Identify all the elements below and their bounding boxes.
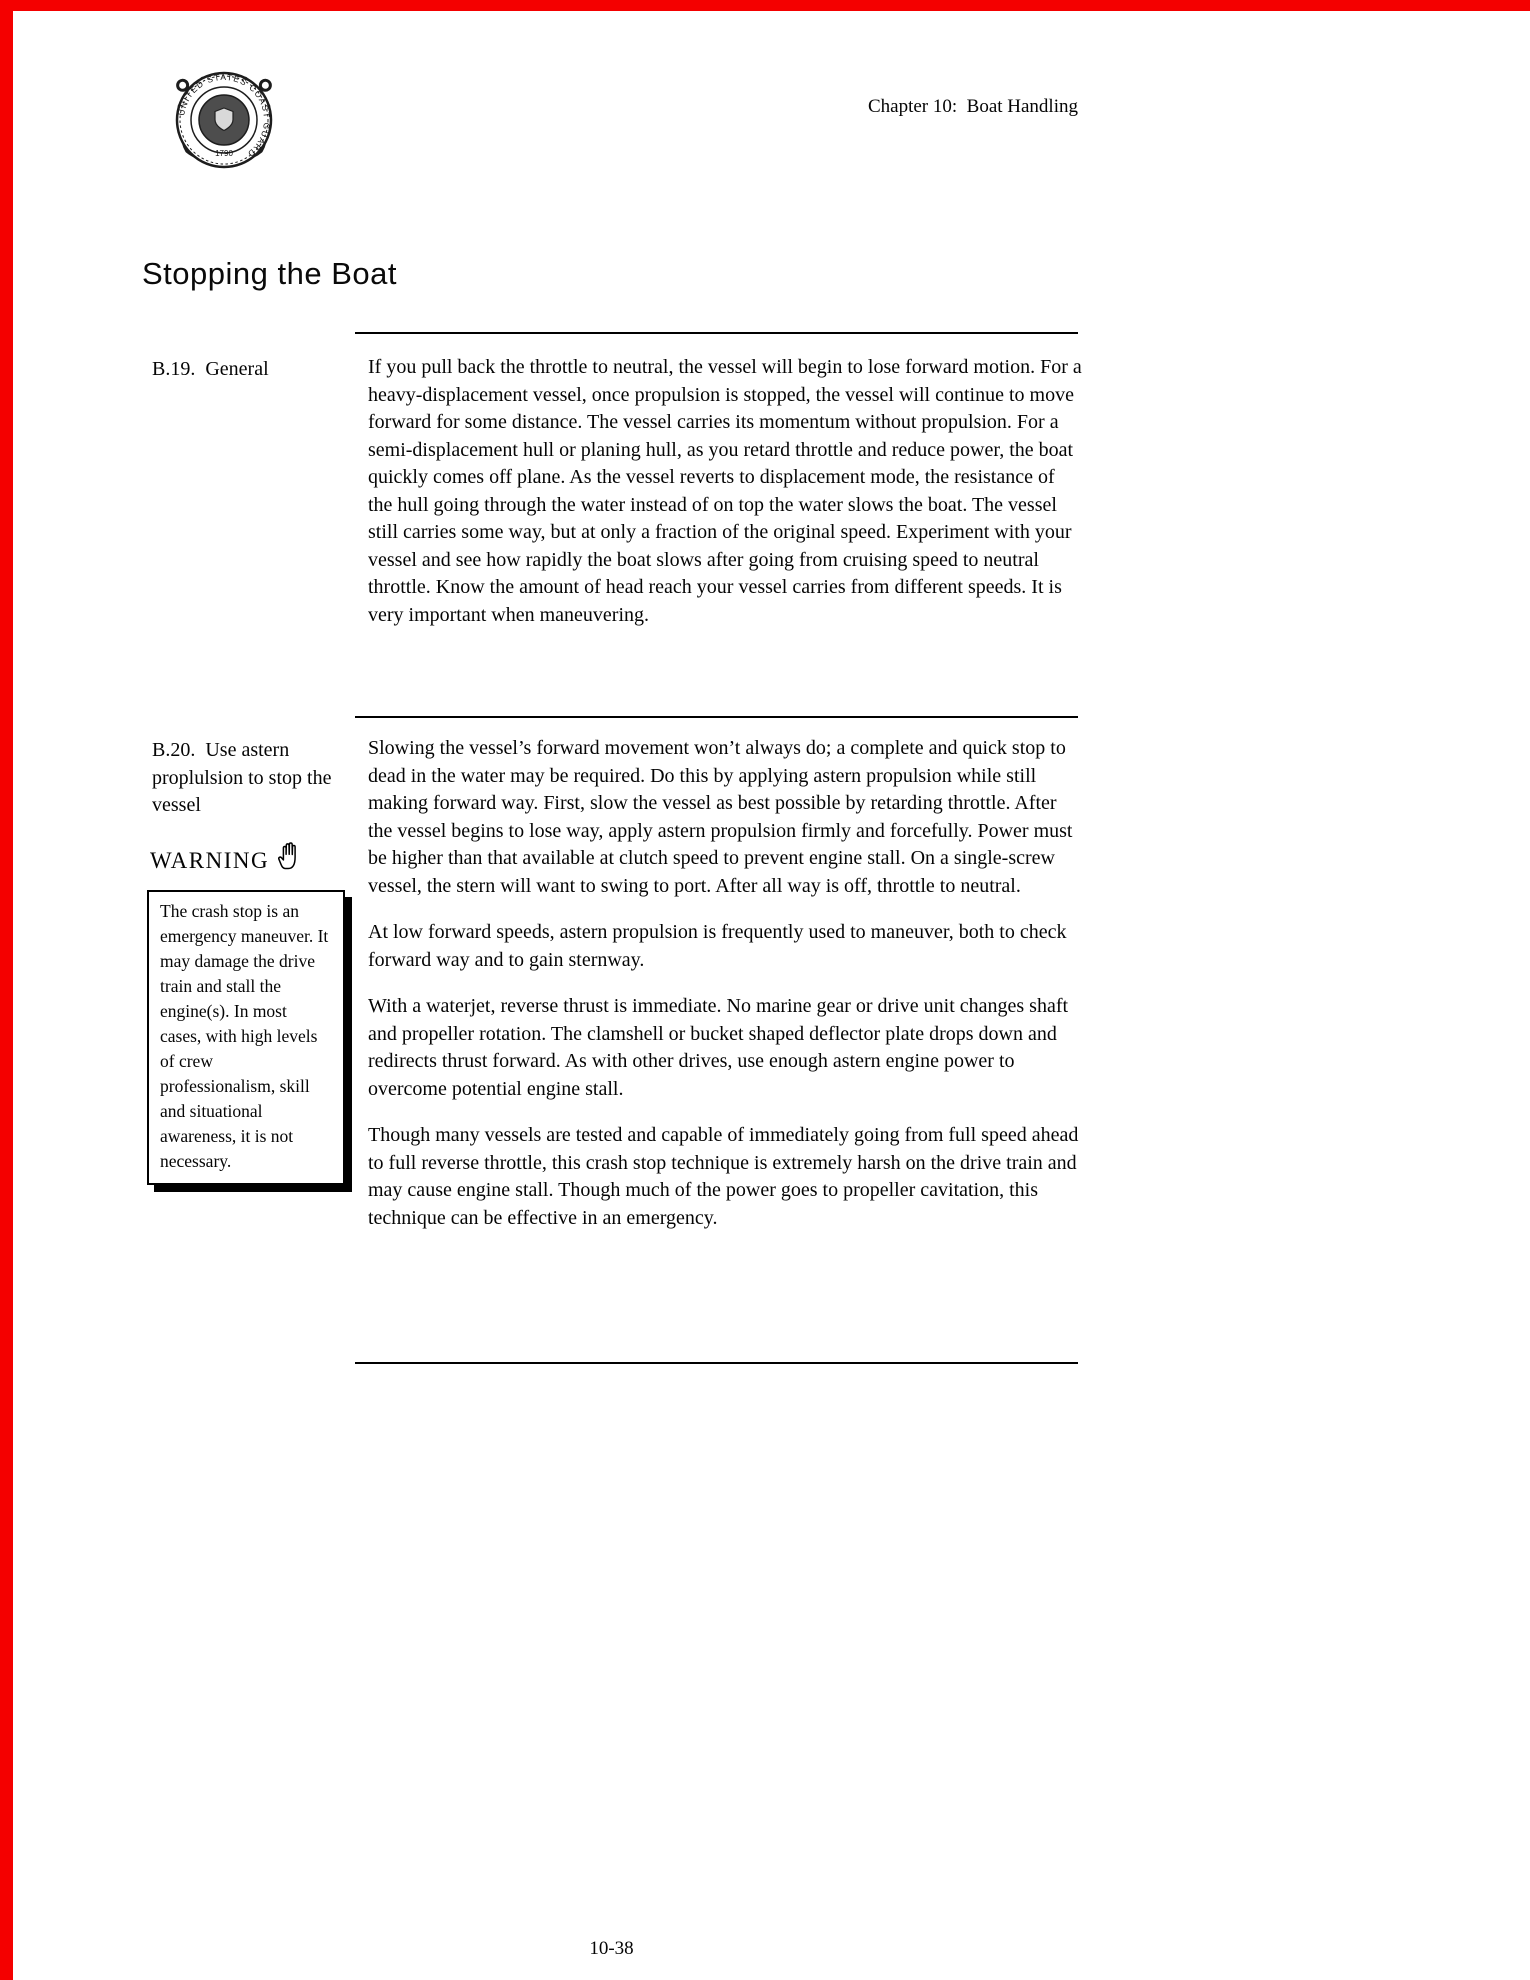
section-label-b19: B.19. General <box>152 358 269 380</box>
section-body-b20 <box>368 735 1082 1232</box>
coast-guard-seal-graphic <box>128 56 320 186</box>
paragraph: With a waterjet, reverse thrust is immediate. No marine gear or drive unit changes shaft and propeller rotation. The clamshell or bucket shaped deflector plate drops down and redirects thrust forward. As with other drives, use enough astern engine power to overcome potential engine stall. <box>368 995 1069 1100</box>
chapter-header: Chapter 10: Boat Handling <box>867 96 1078 117</box>
page-title: Stopping the Boat <box>142 256 397 291</box>
warning-text: The crash stop is an emergency maneuver. It may damage the drive train and stall the engine(s). In most cases, with high levels of crew professionalism, skill and situational awareness, it is not necessary. <box>160 901 329 1171</box>
warning-box <box>147 890 345 1185</box>
section-body-b19 <box>368 354 1082 629</box>
warning-heading <box>150 846 301 876</box>
raised-hand-icon <box>277 842 301 876</box>
section-label-b20: B.20. Use astern proplulsion to stop the vessel <box>152 739 337 816</box>
section-divider-bottom <box>355 1362 1078 1364</box>
paragraph: At low forward speeds, astern propulsion is frequently used to maneuver, both to check forward way and to gain sternway. <box>368 921 1067 971</box>
section-divider-middle <box>355 716 1078 718</box>
page-number: 10-38 <box>589 1938 634 1959</box>
warning-label: WARNING <box>150 848 270 873</box>
page-edge-left-bar <box>0 0 13 1980</box>
page-edge-top-bar <box>0 0 1530 11</box>
paragraph: If you pull back the throttle to neutral, the vessel will begin to lose forward motion. For a heavy-displacement vessel, once propulsion is stopped, the vessel will continue to move forward for some distance. The vessel carries its momentum without propulsion. For a semi-displacement hull or planing hull, as you retard throttle and reduce power, the boat quickly comes off plane. As the vessel reverts to displacement mode, the resistance of the hull going through the water instead of on top the water slows the boat. The vessel still carries some way, but at only a fraction of the original speed. Experiment with your vessel and see how rapidly the boat slows after going from cruising speed to neutral throttle. Know the amount of head reach your vessel carries from different speeds. It is very important when maneuvering. <box>368 356 1082 626</box>
coast-guard-seal <box>128 56 320 186</box>
paragraph: Slowing the vessel’s forward movement won’t always do; a complete and quick stop to dead in the water may be required. Do this by applying astern propulsion while still making forward way. First, slow the vessel as best possible by retarding throttle. After the vessel begins to lose way, apply astern propulsion firmly and forcefully. Power must be higher than that available at clutch speed to prevent engine stall. On a single-screw vessel, the stern will want to swing to port. After all way is off, throttle to neutral. <box>368 737 1073 897</box>
seal-ring-textpath: UNITED STATES COAST GUARD <box>176 71 273 160</box>
section-divider-top <box>355 332 1078 334</box>
paragraph: Though many vessels are tested and capable of immediately going from full speed ahead to full reverse throttle, this crash stop technique is extremely harsh on the drive train and may cause engine stall. Though much of the power goes to propeller cavitation, this technique can be effective in an emergency. <box>368 1124 1079 1229</box>
seal-year-text: 1790 <box>215 149 233 158</box>
